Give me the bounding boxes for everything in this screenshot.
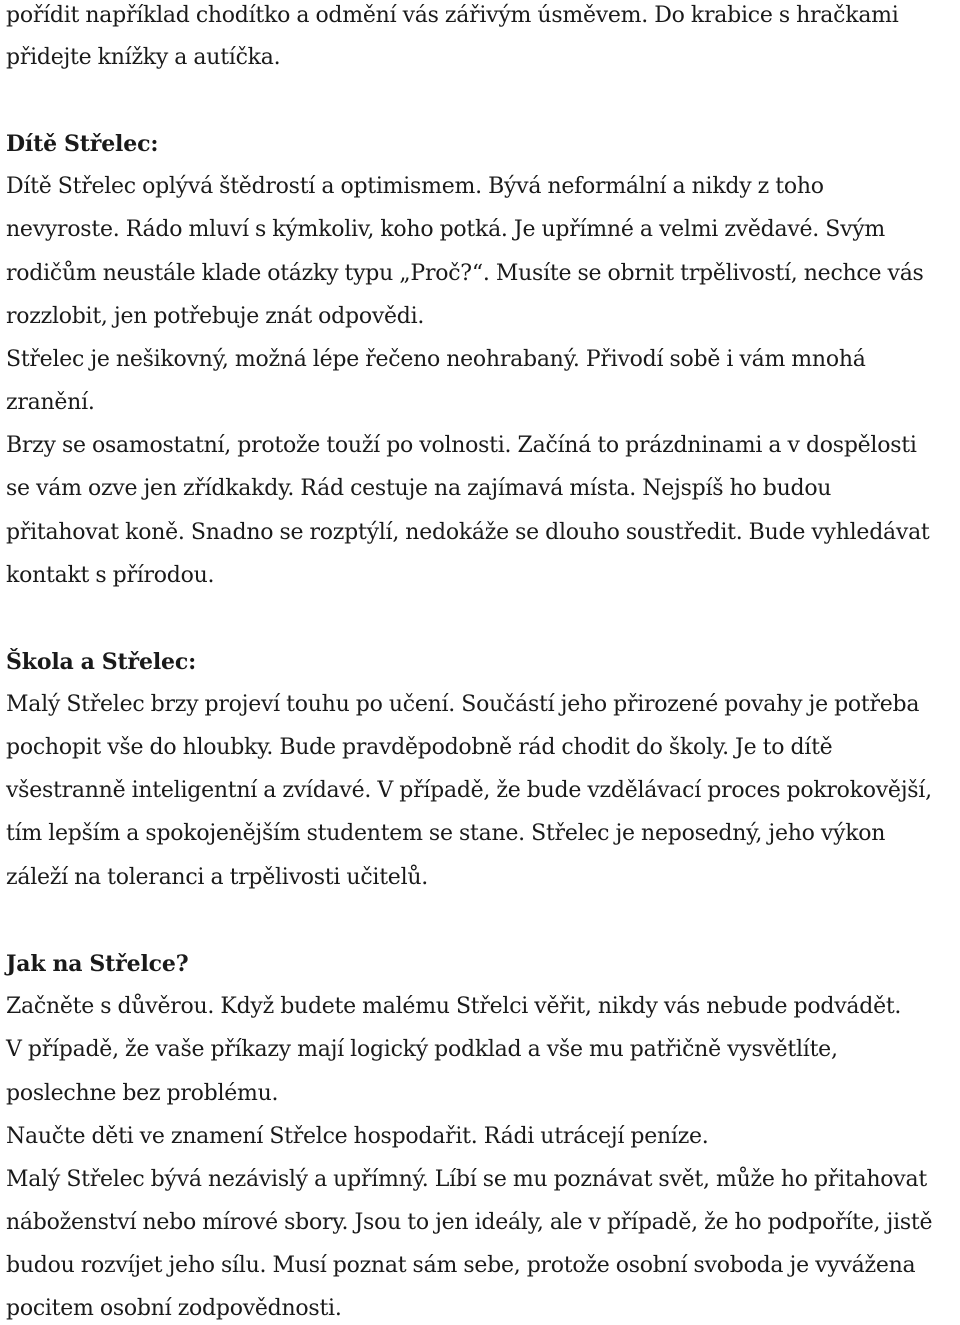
paragraph-line: Dítě Střelec oplývá štědrostí a optimismem. Bývá neformální a nikdy z toho xyxy=(6,174,824,199)
paragraph-line: budou rozvíjet jeho sílu. Musí poznat sám sebe, protože osobní svoboda je vyvážena xyxy=(6,1253,916,1278)
paragraph-line: náboženství nebo mírové sbory. Jsou to jen ideály, ale v případě, že ho podpoříte, jistě xyxy=(6,1210,933,1235)
paragraph-line: všestranně inteligentní a zvídavé. V případě, že bude vzdělávací proces pokrokovější, xyxy=(6,778,932,803)
section-heading: Dítě Střelec: xyxy=(6,131,159,157)
paragraph-line: Začněte s důvěrou. Když budete malému Střelci věřit, nikdy vás nebude podvádět. xyxy=(6,994,902,1019)
paragraph-line: tím lepším a spokojenějším studentem se stane. Střelec je neposedný, jeho výkon xyxy=(6,821,886,846)
intro-line: pořídit například chodítko a odmění vás zářivým úsměvem. Do krabice s hračkami xyxy=(6,3,899,28)
paragraph-line: Střelec je nešikovný, možná lépe řečeno neohrabaný. Přivodí sobě i vám mnohá xyxy=(6,347,866,372)
paragraph-line: Malý Střelec bývá nezávislý a upřímný. Líbí se mu poznávat svět, může ho přitahovat xyxy=(6,1167,927,1192)
paragraph-line: záleží na toleranci a trpělivosti učitelů. xyxy=(6,865,429,890)
paragraph-line: Brzy se osamostatní, protože touží po volnosti. Začíná to prázdninami a v dospělosti xyxy=(6,433,917,458)
paragraph-line: zranění. xyxy=(6,390,95,415)
paragraph-line: Naučte děti ve znamení Střelce hospodařit. Rádi utrácejí peníze. xyxy=(6,1124,709,1149)
paragraph-line: kontakt s přírodou. xyxy=(6,563,215,588)
paragraph-line: nevyroste. Rádo mluví s kýmkoliv, koho potká. Je upřímné a velmi zvědavé. Svým xyxy=(6,217,886,242)
paragraph-line: poslechne bez problému. xyxy=(6,1081,279,1106)
paragraph-line: se vám ozve jen zřídkakdy. Rád cestuje na zajímavá místa. Nejspíš ho budou xyxy=(6,476,832,501)
intro-line: přidejte knížky a autíčka. xyxy=(6,45,281,70)
paragraph-line: V případě, že vaše příkazy mají logický podklad a vše mu patřičně vysvětlíte, xyxy=(6,1037,838,1062)
section-heading: Škola a Střelec: xyxy=(6,649,197,675)
paragraph-line: Malý Střelec brzy projeví touhu po učení. Součástí jeho přirozené povahy je potřeba xyxy=(6,692,920,717)
paragraph-line: pochopit vše do hloubky. Bude pravděpodobně rád chodit do školy. Je to dítě xyxy=(6,735,833,760)
paragraph-line: přitahovat koně. Snadno se rozptýlí, nedokáže se dlouho soustředit. Bude vyhledávat xyxy=(6,520,930,545)
paragraph-line: pocitem osobní zodpovědnosti. xyxy=(6,1296,342,1321)
paragraph-line: rozzlobit, jen potřebuje znát odpovědi. xyxy=(6,304,425,329)
section-heading: Jak na Střelce? xyxy=(6,951,189,977)
paragraph-line: rodičům neustále klade otázky typu „Proč?“. Musíte se obrnit trpělivostí, nechce vás xyxy=(6,261,924,286)
